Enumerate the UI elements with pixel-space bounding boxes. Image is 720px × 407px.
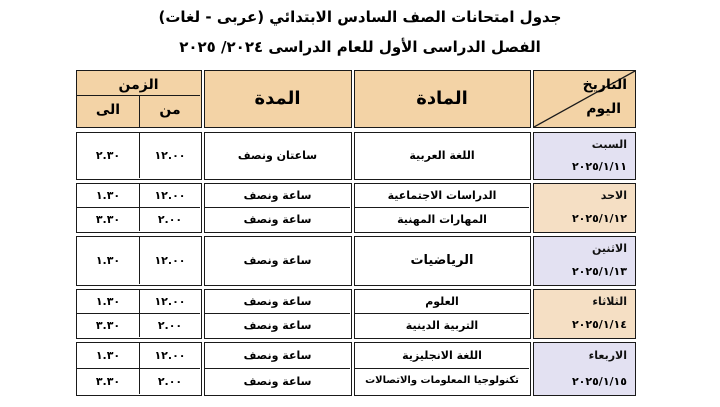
subject-cell-day1 [354,132,531,180]
header-subject-cell [354,70,531,128]
header-date-label: التاريخ [582,77,627,93]
page-subtitle: الفصل الدراسى الأول للعام الدراسى ٢٠٢٤/ ٢٠٢٥ [179,38,541,56]
day-name: الاثنين [592,242,627,255]
row-divider [77,207,200,208]
duration-text: ساعة ونصف [243,213,312,226]
header-from-label: من [159,102,181,118]
subject-cell-day3 [354,236,531,286]
time-from: ١٢.٠٠ [154,349,186,362]
time-to: ٣.٣٠ [95,319,121,332]
time-to: ١.٣٠ [95,349,121,362]
subject-text: اللغة العربية [409,149,475,162]
header-duration-cell [204,70,352,128]
duration-text: ساعة ونصف [243,189,312,202]
subject-cell-day4 [354,289,531,339]
time-cell-day4 [76,289,202,339]
time-from: ١٢.٠٠ [154,254,186,267]
subject-text: العلوم [425,295,459,308]
row-divider [77,368,200,369]
time-from: ٢.٠٠ [157,213,183,226]
time-to: ٣.٣٠ [95,375,121,388]
header-time-cell [76,70,202,128]
row-divider [355,313,529,314]
day-name: الاحد [600,189,627,202]
row-divider [205,313,350,314]
day-name: السبت [591,138,627,151]
time-to: ٢.٣٠ [95,149,121,162]
header-to-label: الى [95,102,121,118]
duration-text: ساعة ونصف [243,349,312,362]
duration-cell-day3 [204,236,352,286]
day-date: ٢٠٢٥/١/١٤ [571,318,627,331]
header-date-day-cell [533,70,636,128]
header-time-label: الزمن [118,77,159,93]
row-divider [77,313,200,314]
day-name: الثلاثاء [592,295,627,308]
subject-cell-day5 [354,342,531,396]
day-cell-day3 [533,236,636,286]
time-cell-day2 [76,183,202,233]
subject-text: الرياضيات [410,253,474,268]
header-day-label: اليوم [586,101,621,117]
duration-text: ساعتان ونصف [237,149,318,162]
header-duration-label: المدة [254,88,301,109]
duration-cell-day1 [204,132,352,180]
time-to: ١.٣٠ [95,254,121,267]
header-subject-label: المادة [416,88,468,109]
duration-text: ساعة ونصف [243,319,312,332]
duration-text: ساعة ونصف [243,375,312,388]
duration-text: ساعة ونصف [243,295,312,308]
row-divider [205,368,350,369]
page-title: جدول امتحانات الصف السادس الابتدائي (عربى - لغات) [158,8,562,26]
subject-text: الدراسات الاجتماعية [387,189,497,202]
day-date: ٢٠٢٥/١/١٥ [571,375,627,388]
subject-cell-day2 [354,183,531,233]
time-cell-day3 [76,236,202,286]
subject-text: التربية الدينية [405,319,479,332]
time-to: ١.٣٠ [95,295,121,308]
day-cell-day1 [533,132,636,180]
subject-text: اللغة الانجليزية [402,349,482,362]
time-from: ٢.٠٠ [157,319,183,332]
day-date: ٢٠٢٥/١/١٣ [571,265,627,278]
duration-cell-day4 [204,289,352,339]
day-cell-day5 [533,342,636,396]
subject-text: تكنولوجيا المعلومات والاتصالات [365,375,519,386]
duration-text: ساعة ونصف [243,254,312,267]
duration-cell-day2 [204,183,352,233]
time-from: ١٢.٠٠ [154,149,186,162]
time-from: ١٢.٠٠ [154,295,186,308]
row-divider [355,368,529,369]
row-divider [205,207,350,208]
time-from: ١٢.٠٠ [154,189,186,202]
day-date: ٢٠٢٥/١/١١ [571,160,627,173]
subject-text: المهارات المهنية [397,213,487,226]
day-name: الاربعاء [588,349,627,362]
time-to: ١.٣٠ [95,189,121,202]
day-cell-day2 [533,183,636,233]
day-date: ٢٠٢٥/١/١٢ [571,212,627,225]
time-cell-day5 [76,342,202,396]
time-to: ٣.٣٠ [95,213,121,226]
day-cell-day4 [533,289,636,339]
time-cell-day1 [76,132,202,180]
row-divider [355,207,529,208]
time-from: ٢.٠٠ [157,375,183,388]
duration-cell-day5 [204,342,352,396]
